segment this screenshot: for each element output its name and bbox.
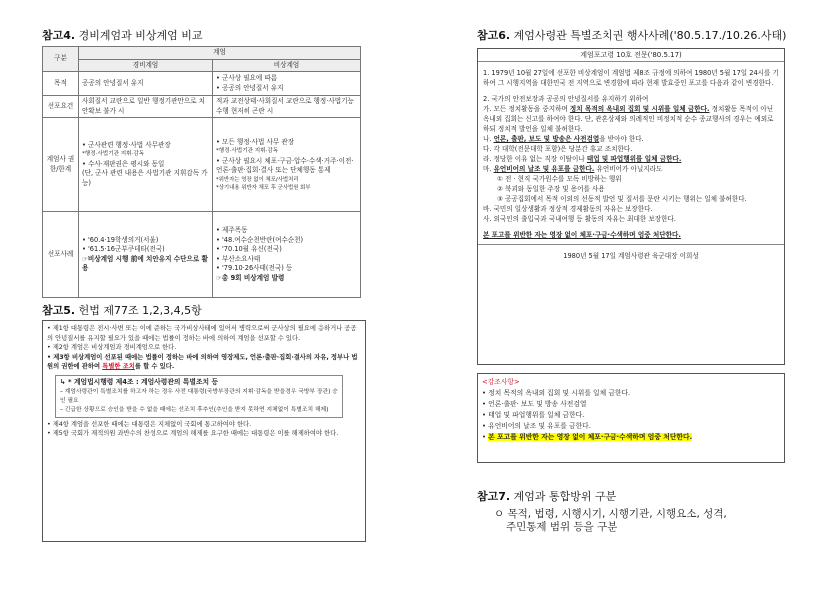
section-title: 계엄사령관 특별조치권 행사사례('80.5.17./10.26.사태) bbox=[513, 29, 787, 42]
emphasis-item: • 정치 목적의 옥내외 집회 및 시위를 일체 금한다. bbox=[482, 389, 631, 397]
row-label-cases: 선포사례 bbox=[43, 212, 79, 298]
section-title: 헌법 제77조 1,2,3,4,5항 bbox=[78, 304, 202, 317]
cell-authority-emergency: • 모든 행정·사법 사무 관장 *행정·사법기관 지휘·감독 • 군사상 필요시 체포·구금·압수·수색·거주·이전·언론·출판·집회·결사 또는 단체행동 통제 *위반자는 영장 없이 체포/사법처리 *상기내용 위반자 체포 후 군사법원 회부 bbox=[213, 118, 361, 212]
section-number: 참고5. bbox=[42, 304, 76, 317]
emphasis-box bbox=[477, 373, 785, 463]
martial-decree-10-box: 계엄포고령 10호 전문('80.5.17) 1. 1979년 10월 27일에 선포한 비상계엄이 계엄법 제8조 규정에 의하여 1980년 5월 17일 24시를 기하여 그 시행지역을 대한민국 전 지역으로 변경함에 따라 현재 발효중인 포고를 다음과 같이 변경한다. 2. 국가의 안전보장과 공공의 안녕질서를 유지하기 위하여 가. 모든 정치활동을 중지하며 정치 목적의 옥내외 집회 및 시위를 일체 금한다. 정치활동 목적이 아닌 옥내외 집회는 신고를 하여야 한다. 단, 관혼상제와 의례적인 비정치적 순수 종교행사의 경우는 예외로 하되 정치적 발언을 일체 불허한다. 나. 언론, 출판, 보도 및 방송은 사전검열을 받아야 한다. 다. 각 대학(전문대학 포함)은 당분간 휴교 조치한다. 라. 정당한 이유 없는 직장 이탈이나 태업 및 파업행위를 일체 금한다. 마. 유언비어의 날조 및 유포를 금한다. 유언비어가 아닐지라도 ① 전 · 현직 국가원수를 모독 비방하는 행위 ② 북괴와 동일한 주장 및 용어를 사용 ③ 공공집회에서 목적 이외의 선동적 발언 및 질서를 문란 시키는 행위는 일체 불허한다. 바. 국민의 일상생활과 정상적 경제활동의 자유는 보장한다. 사. 외국인의 출입국과 국내여행 등 활동의 자유는 최대한 보장한다. 본 포고를 위반한 자는 영장 없이 체포·구금·수색하며 엄중 처단한다. 1980년 5월 17일 계엄사령관 육군대장 이희성 bbox=[477, 48, 785, 365]
decree-item-ra: 라. 정당한 이유 없는 직장 이탈이나 태업 및 파업행위를 일체 금한다. bbox=[483, 155, 682, 163]
section-5-heading bbox=[42, 302, 202, 318]
special-measures-highlight: 특별한 조치 bbox=[102, 363, 135, 371]
decree-para-1: 1. 1979년 10월 27일에 선포한 비상계엄이 계엄법 제8조 규정에 의하여 1980년 5월 17일 24시를 기하여 그 시행지역을 대한민국 전 지역으로 변경함에 따라 현재 발효중인 포고를 다음과 같이 변경한다. bbox=[483, 69, 779, 87]
emphasis-item: • 유언비어의 날조 및 유포를 금한다. bbox=[482, 422, 591, 430]
decree-item-da: 다. 각 대학(전문대학 포함)은 당분간 휴교 조치한다. bbox=[483, 145, 633, 153]
clause-4: • 제4항 계엄을 선포한 때에는 대통령은 지체없이 국회에 통고하여야 한다. bbox=[47, 420, 252, 428]
decree-item-ga: 가. 모든 정치활동을 중지하며 정치 목적의 옥내외 집회 및 시위를 일체 금한다. 정치활동 목적이 아닌 옥내외 집회는 신고를 하여야 한다. 단, 관혼상제와 의례적인 비정치적 순수 종교행사의 경우는 예외로 하되 정치적 발언을 일체 불허한다. bbox=[483, 105, 774, 133]
emphasis-item: • 태업 및 파업행위를 일체 금한다. bbox=[482, 411, 585, 419]
section-7-body: ㅇ 목적, 법령, 시행시기, 시행기관, 시행요소, 성격, 주민통제 범위 등을 구분 bbox=[494, 508, 727, 533]
cell-requirement-emergency: 적과 교전상태·사회질서 교란으로 행정·사법기능 수행 현저히 곤란 시 bbox=[213, 96, 361, 118]
constitution-article-77-box bbox=[42, 320, 366, 542]
row-label-authority: 계엄사 권한/한계 bbox=[43, 118, 79, 212]
section-4-heading bbox=[42, 27, 202, 43]
decree-item-sa: 사. 외국인의 출입국과 국내여행 등 활동의 자유는 최대한 보장한다. bbox=[483, 215, 676, 223]
section-number: 참고4. bbox=[42, 29, 76, 42]
decree-title: 계엄포고령 10호 전문('80.5.17) bbox=[478, 49, 784, 62]
cell-purpose-guard: 공공의 안녕질서 유지 bbox=[79, 72, 213, 96]
cell-authority-guard: • 군사관련 행정·사법 사무관장 *행정·사법기관 지휘·감독 • 수사·재판권은 평시와 동일 (단, 군사 관련 내용은 사법기관 지휘감독 가능) bbox=[79, 118, 213, 212]
emphasis-item-highlighted: • 본 포고를 위반한 자는 영장 없이 체포·구금·수색하며 엄중 처단한다. bbox=[482, 433, 693, 441]
row-label-purpose: 목적 bbox=[43, 72, 79, 96]
cell-requirement-guard: 사회질서 교란으로 일반 행정기관만으로 치안확보 불가 시 bbox=[79, 96, 213, 118]
section-number: 참고6. bbox=[477, 29, 511, 42]
emphasis-title: <강조사항> bbox=[482, 378, 520, 386]
section-number: 참고7. bbox=[477, 490, 511, 503]
header-guard-martial-law: 경비계엄 bbox=[79, 59, 213, 72]
martial-law-comparison-table bbox=[42, 46, 361, 298]
cell-purpose-emergency: • 군사상 필요에 따름 • 공공의 안녕질서 유지 bbox=[213, 72, 361, 96]
section-title: 계엄과 통합방위 구분 bbox=[513, 490, 617, 503]
section-title: 경비계엄과 비상계엄 비교 bbox=[78, 29, 203, 42]
clause-1: • 제1항 대통령은 전시·사변 또는 이에 준하는 국가비상사태에 있어서 병력으로써 군사상의 필요에 응하거나 공공의 안녕질서를 유지할 필요가 있을 때에는 법률이 정하는 바에 의하여 계엄을 선포할 수 있다. bbox=[47, 325, 357, 342]
decree-warning: 본 포고를 위반한 자는 영장 없이 체포·구금·수색하며 엄중 처단한다. bbox=[483, 231, 681, 239]
section-7-heading bbox=[477, 488, 616, 504]
clause-2: • 제2항 계엄은 비상계엄과 경비계엄으로 한다. bbox=[47, 344, 177, 352]
decree-item-ma: 마. 유언비어의 날조 및 유포를 금한다. 유언비어가 아닐지라도 bbox=[483, 165, 663, 173]
header-category: 구분 bbox=[43, 47, 79, 72]
cell-cases-guard: • '60.4·19학생의거(서울) • '61.5·16군부쿠데타(전국) ☞비상계엄 시행 前에 치안유지 수단으로 활용 bbox=[79, 212, 213, 298]
enforcement-decree-box: ↳ * 계엄법시행령 제4조 : 계엄사령관의 특별조치 등 – 계엄사령관이 특별조치를 하고자 하는 경우 사전 대통령(국방부장관의 지휘·감독을 받을경우 국방부 장관) 승인 필요 – 긴급한 상황으로 승인을 받을 수 없을 때에는 선조치 후추인(추인을 받지 못하면 지체없이 특별조치 해제) bbox=[55, 375, 343, 418]
header-emergency-martial-law: 비상계엄 bbox=[213, 59, 361, 72]
decree-para-2: 2. 국가의 안전보장과 공공의 안녕질서를 유지하기 위하여 bbox=[483, 95, 649, 103]
header-martial-law: 계엄 bbox=[79, 47, 361, 60]
decree-item-ba: 바. 국민의 일상생활과 정상적 경제활동의 자유는 보장한다. bbox=[483, 205, 653, 213]
section-6-heading bbox=[477, 27, 786, 43]
decree-item-na: 나. 언론, 출판, 보도 및 방송은 사전검열을 받아야 한다. bbox=[483, 135, 644, 143]
clause-3: • 제3항 비상계엄이 선포된 때에는 법률이 정하는 바에 의하여 영장제도, 언론·출판·집회·결사의 자유, 정부나 법원의 권한에 관하여 특별한 조치를 할 수 있다. bbox=[47, 353, 358, 371]
row-label-requirement: 선포요건 bbox=[43, 96, 79, 118]
cell-cases-emergency: • 제주폭동 • '48.여수순천반란(여수순천) • '70.10월 유신(전국) • 부산소요사태 • '79.10·26사태(전국) 등 ☞총 9회 비상계엄 발령 bbox=[213, 212, 361, 298]
emphasis-item: • 언론·출판· 보도 및 방송 사전검열 bbox=[482, 400, 587, 408]
clause-5: • 제5항 국회가 재적의원 과반수의 찬성으로 계엄의 해제를 요구한 때에는 대통령은 이를 해제하여야 한다. bbox=[47, 430, 339, 438]
decree-signature: 1980년 5월 17일 계엄사령관 육군대장 이희성 bbox=[563, 252, 699, 260]
